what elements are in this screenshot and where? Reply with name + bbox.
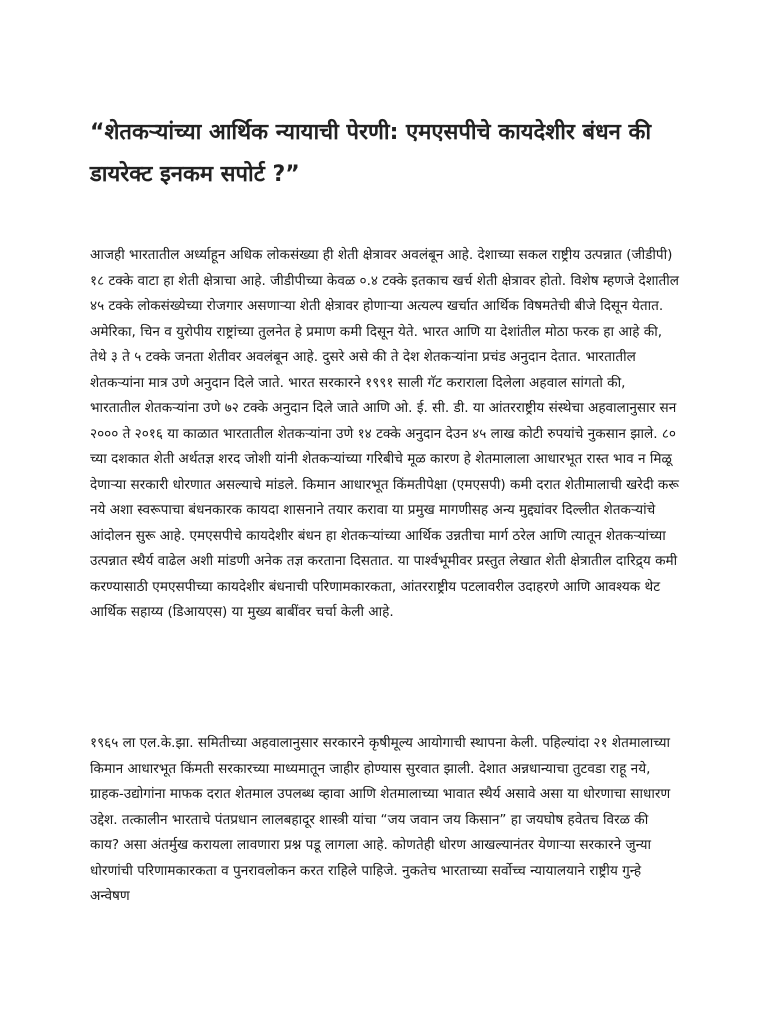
document-title: “शेतकऱ्यांच्या आर्थिक न्यायाची पेरणी: एमएसपीचे कायदेशीर बंधन की डायरेक्ट इनकम सपोर्ट ?” xyxy=(90,120,652,187)
paragraph-history: १९६५ ला एल.के.झा. समितीच्या अहवालानुसार सरकारने कृषीमूल्य आयोगाची स्थापना केली. पहिल्यांदा २१ शेतमालाच्या किमान आधारभूत किंमती सरकारच्या माध्यमातून जाहीर होण्यास सुरवात झाली. देशात अन्नधान्याचा तुटवडा राहू नये, ग्राहक-उद्योगांना माफक दरात शेतमाल उपलब्ध व्हावा आणि शेतमालाच्या भावात स्थैर्य असावे असा या धोरणाचा साधारण उद्देश. तत्कालीन भारताचे पंतप्रधान लालबहादूर शास्त्री यांचा “जय जवान जय किसान” हा जयघोष हवेतच विरळ की काय? असा अंतर्मुख करायला लावणारा प्रश्न पडू लागला आहे. कोणतेही धोरण आखल्यानंतर येणाऱ्या सरकारने जुन्या धोरणांची परिणामकारकता व पुनरावलोकन करत राहिले पाहिजे. नुकतेच भारताच्या सर्वोच्च न्यायालयाने राष्ट्रीय गुन्हे अन्वेषण xyxy=(90,735,671,904)
paragraph-intro: आजही भारतातील अर्ध्याहून अधिक लोकसंख्या ही शेती क्षेत्रावर अवलंबून आहे. देशाच्या सकल राष्ट्रीय उत्पन्नात (जीडीपी) १८ टक्के वाटा हा शेती क्षेत्राचा आहे. जीडीपीच्या केवळ ०.४ टक्के इतकाच खर्च शेती क्षेत्रावर होतो. विशेष म्हणजे देशातील ४५ टक्के लोकसंख्येच्या रोजगार असणाऱ्या शेती क्षेत्रावर होणाऱ्या अत्यल्प खर्चात आर्थिक विषमतेची बीजे दिसून येतात. अमेरिका, चिन व युरोपीय राष्ट्रांच्या तुलनेत हे प्रमाण कमी दिसून येते. भारत आणि या देशांतील मोठा फरक हा आहे की, तेथे ३ ते ५ टक्के जनता शेतीवर अवलंबून आहे. दुसरे असे की ते देश शेतकऱ्यांना प्रचंड अनुदान देतात. भारतातील शेतकऱ्यांना मात्र उणे अनुदान दिले जाते. भारत सरकारने १९९१ साली गॅट कराराला दिलेला अहवाल सांगतो की, भारतातील शेतकऱ्यांना उणे ७२ टक्के अनुदान दिले जाते आणि ओ. ई. सी. डी. या आंतरराष्ट्रीय संस्थेचा अहवालानुसार सन २००० ते २०१६ या काळात भारतातील शेतकऱ्यांना उणे १४ टक्के अनुदान देउन ४५ लाख कोटी रुपयांचे नुकसान झाले. ८० च्या दशकात शेती अर्थतज्ञ शरद जोशी यांनी शेतकऱ्यांच्या गरिबीचे मूळ कारण हे शेतमालाला आधारभूत रास्त भाव न मिळू देणाऱ्या सरकारी धोरणात असल्याचे मांडले. किमान आधारभूत किंमतीपेक्षा (एमएसपी) कमी दरात शेतीमालाची खरेदी करू नये अशा स्वरूपाचा बंधनकारक कायदा शासनाने तयार करावा या प्रमुख मागणीसह अन्य मुद्द्यांवर दिल्लीत शेतकऱ्यांचे आंदोलन सुरू आहे. एमएसपीचे कायदेशीर बंधन हा शेतकऱ्यांच्या आर्थिक उन्नतीचा मार्ग ठरेल आणि त्यातून शेतकऱ्यांच्या उत्पन्नात स्थैर्य वाढेल अशी मांडणी अनेक तज्ञ करताना दिसतात. या पार्श्वभूमीवर प्रस्तुत लेखात शेती क्षेत्रातील दारिद्र्य कमी करण्यासाठी एमएसपीच्या कायदेशीर बंधनाची परिणामकारकता, आंतरराष्ट्रीय पटलावरील उदाहरणे आणि आवश्यक थेट आर्थिक सहाय्य (डिआयएस) या मुख्य बाबींवर चर्चा केली आहे. xyxy=(90,247,679,620)
